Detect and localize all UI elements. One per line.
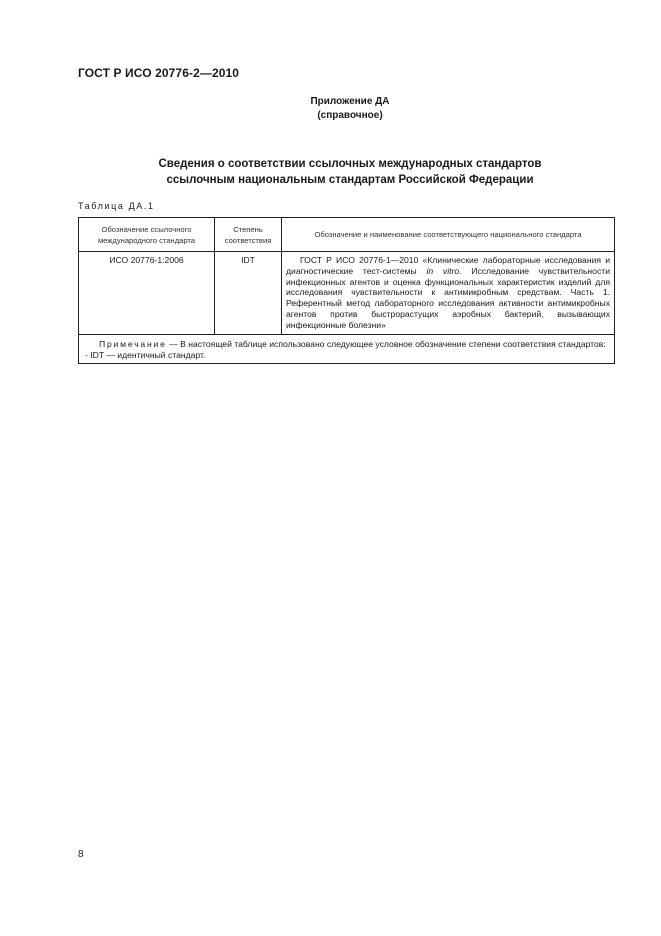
header-ref-standard: Обозначение ссылочного международного стандарта xyxy=(79,218,215,252)
cell-national-standard xyxy=(282,252,615,335)
title-line-1: Сведения о соответствии ссылочных международных стандартов xyxy=(158,158,542,170)
appendix-label: Приложение ДА xyxy=(310,96,390,107)
table-row xyxy=(79,252,615,335)
national-text-italic: in vitro xyxy=(426,265,460,276)
note-label: Примечание xyxy=(99,338,167,349)
page-title xyxy=(0,156,661,188)
document-header: ГОСТ Р ИСО 20776-2—2010 xyxy=(78,66,240,80)
table-note-row xyxy=(79,334,615,363)
national-text-part-2: . Исследование чувствительности инфекционных агентов и оценка функциональных характеристик изделий для исследования чувствительности к антимикробным средствам. Часть 1. Референтный метод лабораторного исследования активности антимикробных агентов против быстрорастущих аэробных бактерий, вызывающих инфекционные болезни» xyxy=(286,265,610,330)
header-national-standard: Обозначение и наименование соответствующего национального стандарта xyxy=(282,218,615,252)
cell-degree: IDT xyxy=(215,252,282,335)
table-caption: Таблица ДА.1 xyxy=(78,201,155,211)
correspondence-table xyxy=(78,217,615,364)
header-degree: Степень соответствия xyxy=(215,218,282,252)
page-number: 8 xyxy=(78,849,84,860)
note-item: - IDT — идентичный стандарт. xyxy=(85,349,206,360)
note-text: — В настоящей таблице использовано следующее условное обозначение степени соответствия стандартов: xyxy=(166,338,606,349)
appendix-block xyxy=(0,95,661,123)
national-text-part-1: ГОСТ Р ИСО 20776-1—2010 «Клинические лабораторные исследования и диагностические тест-системы xyxy=(286,255,610,276)
cell-ref-standard: ИСО 20776-1:2006 xyxy=(79,252,215,335)
table-header-row xyxy=(79,218,615,252)
appendix-type: (справочное) xyxy=(317,110,383,121)
title-line-2: ссылочным национальным стандартам Российской Федерации xyxy=(166,174,534,186)
table-note xyxy=(79,334,615,363)
